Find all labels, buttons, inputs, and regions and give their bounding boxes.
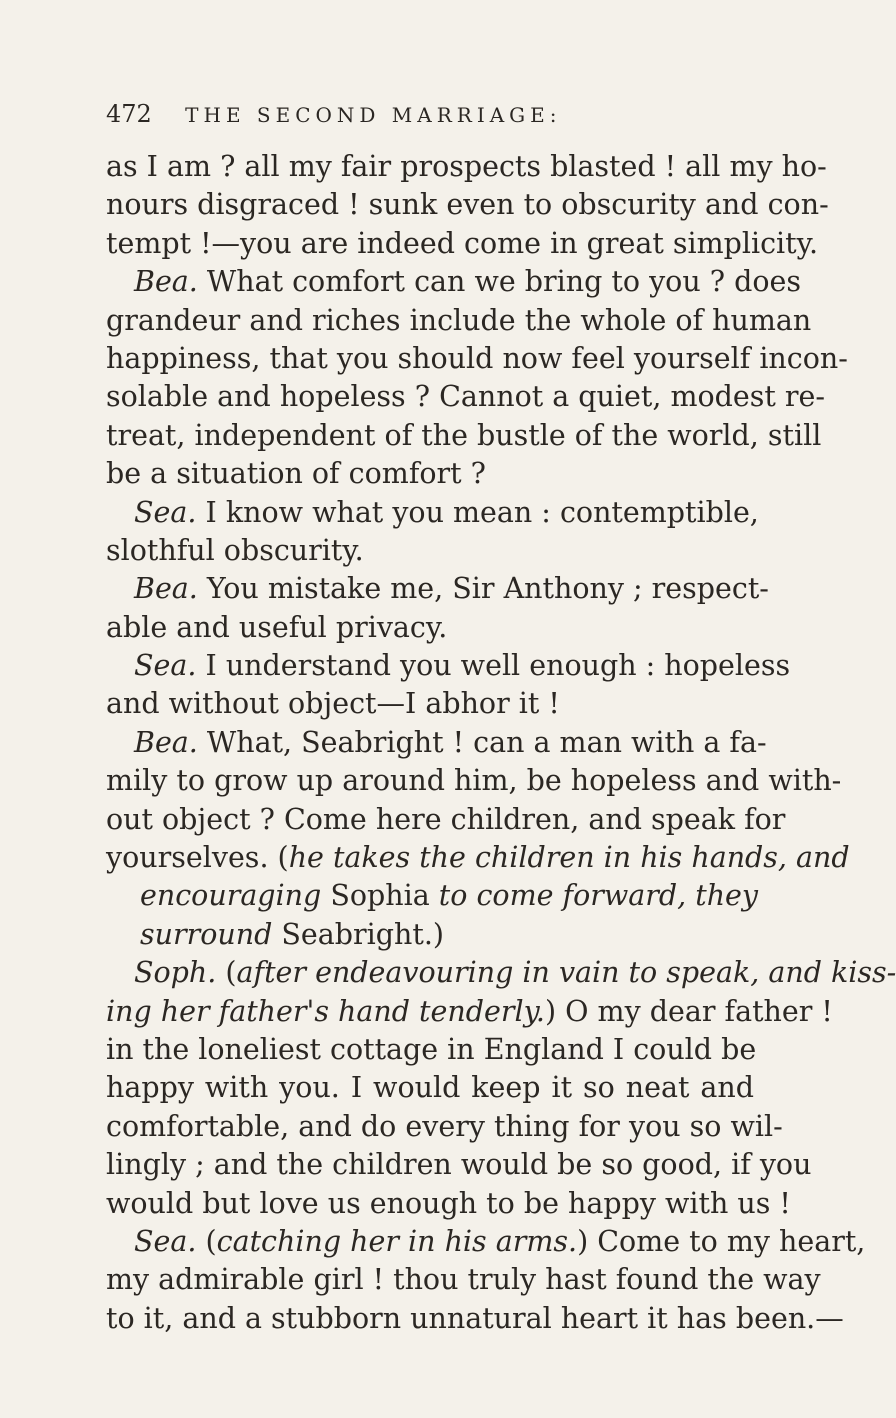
running-title: THE SECOND MARRIAGE: [185,103,562,127]
body-text [106,148,896,1338]
italic-text: Bea. [134,265,198,299]
stage-direction-line [106,916,754,954]
italic-text: Bea. [134,725,198,759]
roman-text: my admirable girl ! thou truly hast found the way [106,1263,821,1297]
roman-text: treat, independent of the bustle of the world, still [106,418,822,452]
text-line [106,455,754,493]
roman-text: to it, and a stubborn unnatural heart it has been.— [106,1301,844,1335]
roman-text: Sophia [321,879,439,913]
roman-text: solable and hopeless ? Cannot a quiet, modest re- [106,380,826,414]
roman-text: nours disgraced ! sunk even to obscurity and con- [106,188,829,222]
roman-text: I understand you well enough : hopeless [196,649,791,683]
italic-text: encouraging [140,879,322,913]
text-line [106,302,812,340]
text-line [106,417,822,455]
text-line [106,186,829,224]
roman-text: I know what you mean : contemptible, [196,495,759,529]
speech-line [106,724,767,762]
running-header [106,100,562,128]
roman-text: able and useful privacy. [106,610,448,644]
roman-text: ) O my dear father ! [544,994,833,1028]
text-line [106,993,833,1031]
speech-line [106,570,769,608]
roman-text: Seabright.) [272,917,444,951]
italic-text: Soph. [134,956,217,990]
text-line [106,1031,757,1069]
roman-text: be a situation of comfort ? [106,457,486,491]
speech-line [106,263,801,301]
speech-line [106,494,759,532]
italic-text: Sea. [134,649,197,683]
text-line [106,1108,783,1146]
roman-text: happy with you. I would keep it so neat and [106,1071,754,1105]
roman-text: ( [216,956,237,990]
roman-text: slothful obscurity. [106,533,364,567]
roman-text: You mistake me, Sir Anthony ; respect- [197,572,769,606]
text-line [106,685,754,723]
roman-text: and without object—I abhor it ! [106,687,560,721]
roman-text: as I am ? all my fair prospects blasted ! all my ho- [106,150,827,183]
text-line [106,340,848,378]
roman-text: mily to grow up around him, be hopeless and with- [106,764,842,798]
roman-text: ( [196,1224,217,1258]
text-line [106,378,826,416]
roman-text: would but love us enough to be happy with us ! [106,1186,791,1220]
italic-text: Sea. [134,495,197,529]
italic-text: he takes the children in his hands, and [288,841,850,875]
italic-text: ing her father's hand tenderly. [106,994,545,1028]
roman-text: out object ? Come here children, and speak for [106,802,786,836]
speech-line [106,1223,866,1261]
roman-text: happiness, that you should now feel yourself incon- [106,341,848,375]
text-line [106,1185,791,1223]
text-line [106,1069,754,1107]
speech-line [106,954,896,992]
italic-text: Sea. [134,1224,197,1258]
text-line [106,532,754,570]
roman-text: tempt !—you are indeed come in great simplicity. [106,226,818,260]
roman-text: lingly ; and the children would be so good, if you [106,1148,812,1182]
roman-text: What, Seabright ! can a man with a fa- [197,725,767,759]
text-line [106,1300,844,1338]
speech-line [106,647,791,685]
italic-text: after endeavouring in vain to speak, and kiss- [236,956,896,990]
roman-text: grandeur and riches include the whole of human [106,303,812,337]
roman-text: comfortable, and do every thing for you so wil- [106,1109,783,1143]
page-number: 472 [106,100,152,128]
text-line [106,762,842,800]
roman-text: yourselves. ( [106,841,289,875]
text-line [106,148,827,186]
roman-text: in the loneliest cottage in England I could be [106,1032,757,1066]
text-line [106,1146,812,1184]
italic-text: Bea. [134,572,198,606]
text-line [106,609,754,647]
stage-direction-line [106,877,759,915]
roman-text: ) Come to my heart, [577,1224,866,1258]
text-line [106,225,818,263]
italic-text: surround [140,917,273,951]
text-line [106,801,786,839]
roman-text: What comfort can we bring to you ? does [197,265,801,299]
text-line [106,839,850,877]
italic-text: to come forward, they [438,879,759,913]
italic-text: catching her in his arms. [216,1224,578,1258]
text-line [106,1261,821,1299]
